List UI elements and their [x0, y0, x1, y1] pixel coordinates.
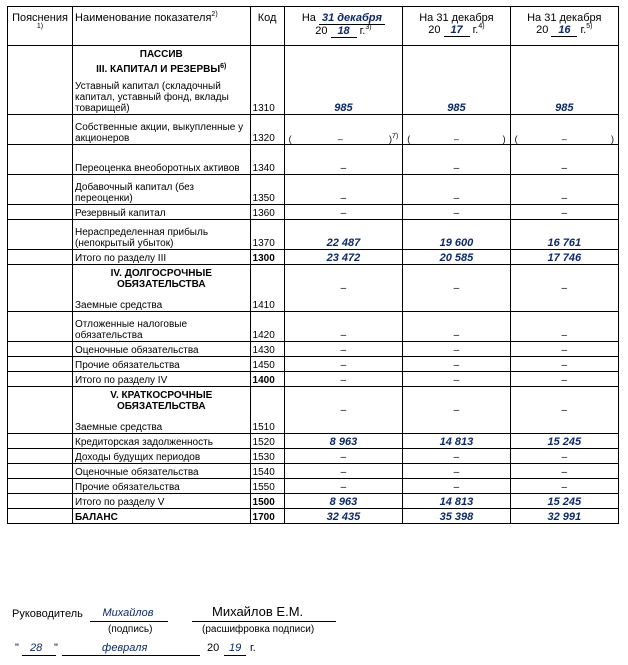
row-code: 1420	[250, 312, 284, 342]
row-code: 1310	[250, 46, 284, 115]
row-name: Резервный капитал	[73, 205, 251, 220]
paren-open: (	[407, 134, 411, 144]
row-name: Итого по разделу III	[73, 250, 251, 265]
paren-open: (	[288, 134, 292, 144]
header-name-sup: 2)	[211, 11, 218, 18]
notes-cell	[8, 372, 73, 387]
section3-title-text: III. КАПИТАЛ И РЕЗЕРВЫ	[96, 64, 221, 75]
value-2017: –	[403, 175, 510, 205]
section3-title	[75, 64, 248, 75]
row-name: Добавочный капитал (без переоценки)	[73, 175, 251, 205]
row-code: 1520	[250, 434, 284, 449]
table-row	[8, 464, 619, 479]
value-2018: –	[284, 312, 403, 342]
value-2016: –	[510, 387, 618, 434]
notes-cell	[8, 449, 73, 464]
row-code: 1450	[250, 357, 284, 372]
row-name: Отложенные налоговые обязательства	[73, 312, 251, 342]
value-2016: –	[510, 145, 618, 175]
value-2017: 35 398	[403, 509, 510, 524]
value-2017: –	[403, 479, 510, 494]
row-name: Итого по разделу IV	[73, 372, 251, 387]
dash: –	[453, 134, 459, 144]
notes-cell	[8, 464, 73, 479]
value-2018: –	[284, 145, 403, 175]
header-col2-year-prefix: 20	[428, 24, 441, 36]
value-2016: 15 245	[510, 434, 618, 449]
value-2016: 985	[510, 46, 618, 115]
date-day: 28	[30, 642, 43, 654]
date-year: 19	[229, 642, 242, 654]
value-2018: 8 963	[284, 494, 403, 509]
balance-table	[7, 6, 619, 524]
value-2018: –	[284, 357, 403, 372]
value-2016: –	[510, 357, 618, 372]
table-row	[8, 250, 619, 265]
balance-sheet	[7, 6, 619, 524]
value-2018: –	[284, 342, 403, 357]
signature-sign-line	[90, 621, 168, 622]
table-row	[8, 115, 619, 145]
table-row	[8, 265, 619, 312]
header-col3-year-suffix: г.	[580, 24, 587, 36]
row-name: Оценочные обязательства	[73, 342, 251, 357]
table-row	[8, 479, 619, 494]
notes-cell	[8, 357, 73, 372]
table-row	[8, 357, 619, 372]
value-2018: –	[284, 265, 403, 312]
header-name-label: Наименование показателя	[75, 12, 212, 24]
header-code: Код	[250, 7, 284, 46]
value-2017: –	[403, 449, 510, 464]
value-2017: 20 585	[403, 250, 510, 265]
row-name: Переоценка внеоборотных активов	[73, 145, 251, 175]
table-row	[8, 434, 619, 449]
notes-cell	[8, 175, 73, 205]
value-2017: –	[403, 387, 510, 434]
table-row	[8, 220, 619, 250]
row-code: 1400	[250, 372, 284, 387]
value-2018: –	[284, 372, 403, 387]
paren-open: (	[514, 134, 518, 144]
row-name: Оценочные обязательства	[73, 464, 251, 479]
row-name: Кредиторская задолженность	[73, 434, 251, 449]
row-sup: 7)	[392, 133, 399, 140]
value-2017: –	[403, 145, 510, 175]
value-2016: 32 991	[510, 509, 618, 524]
notes-cell	[8, 250, 73, 265]
table-row	[8, 449, 619, 464]
value-2017: –	[403, 312, 510, 342]
value-2017: 14 813	[403, 434, 510, 449]
signature-name-value: Михайлов Е.М.	[212, 604, 304, 619]
value-2016: –	[510, 464, 618, 479]
row-code: 1540	[250, 464, 284, 479]
row-code: 1510	[250, 387, 284, 434]
row-code: 1550	[250, 479, 284, 494]
value-2017: –	[403, 265, 510, 312]
value-2018: 32 435	[284, 509, 403, 524]
date-month: февраля	[102, 642, 148, 654]
paren-close: )	[502, 134, 506, 144]
row-name: Итого по разделу V	[73, 494, 251, 509]
table-row	[8, 342, 619, 357]
value-2017: 19 600	[403, 220, 510, 250]
header-col2	[403, 7, 510, 46]
value-2016: –	[510, 449, 618, 464]
paren-close: )	[610, 134, 614, 144]
row-code: 1430	[250, 342, 284, 357]
header-col3-year: 16	[551, 24, 577, 37]
value-2017: –	[403, 357, 510, 372]
value-2017: –	[403, 205, 510, 220]
table-row	[8, 494, 619, 509]
header-col3	[510, 7, 618, 46]
header-col3-year-prefix: 20	[536, 24, 549, 36]
row-code: 1530	[250, 449, 284, 464]
header-col1-year-suffix: г.	[359, 25, 366, 37]
header-col1-sup: 3)	[365, 24, 372, 31]
value-2017: 985	[403, 46, 510, 115]
dash: –	[561, 134, 567, 144]
value-2017: 14 813	[403, 494, 510, 509]
value-2018: –	[284, 449, 403, 464]
notes-cell	[8, 312, 73, 342]
date-day-line	[22, 655, 56, 656]
value-2018: –	[284, 479, 403, 494]
value-2016: –	[510, 175, 618, 205]
value-2018: 23 472	[284, 250, 403, 265]
notes-cell	[8, 115, 73, 145]
notes-cell	[8, 494, 73, 509]
value-2018: –	[284, 387, 403, 434]
value-2017: –	[403, 342, 510, 357]
row-name	[73, 46, 251, 115]
notes-cell	[8, 265, 73, 312]
date-year-prefix: 20	[207, 642, 220, 654]
value-2017	[403, 115, 510, 145]
table-row	[8, 509, 619, 524]
value-2016: –	[510, 205, 618, 220]
header-notes	[8, 7, 73, 46]
table-row	[8, 205, 619, 220]
value-2016: –	[510, 479, 618, 494]
value-2018	[284, 115, 403, 145]
header-col1-prefix: На	[301, 12, 316, 24]
row-name-text: Заемные средства	[75, 300, 163, 311]
row-code: 1300	[250, 250, 284, 265]
table-row	[8, 312, 619, 342]
notes-cell	[8, 509, 73, 524]
date-month-line	[62, 655, 200, 656]
notes-cell	[8, 434, 73, 449]
value-2018: –	[284, 175, 403, 205]
value-2016: –	[510, 372, 618, 387]
row-name: Доходы будущих периодов	[73, 449, 251, 464]
value-2016: –	[510, 312, 618, 342]
date-year-line	[224, 655, 246, 656]
header-col2-year: 17	[444, 24, 470, 37]
value-2018: 8 963	[284, 434, 403, 449]
value-2016: 16 761	[510, 220, 618, 250]
header-col1-date: 31 декабря	[319, 12, 385, 25]
value-2018: –	[284, 205, 403, 220]
value-2016	[510, 115, 618, 145]
signature-name-caption: (расшифровка подписи)	[202, 624, 315, 635]
table-row	[8, 387, 619, 434]
value-2018: –	[284, 464, 403, 479]
value-2016: –	[510, 342, 618, 357]
row-code: 1340	[250, 145, 284, 175]
header-notes-label: Пояснения	[12, 12, 68, 24]
date-year-suffix: г.	[250, 642, 256, 654]
table-row	[8, 46, 619, 115]
value-2017: –	[403, 464, 510, 479]
header-col1-year-prefix: 20	[315, 25, 328, 37]
row-name: Нераспределенная прибыль (непокрытый убыток)	[73, 220, 251, 250]
header-notes-sup: 1)	[36, 23, 44, 30]
header-col3-sup: 5)	[586, 23, 593, 30]
signature-sign-value: Михайлов	[102, 607, 154, 619]
signature-role: Руководитель	[12, 608, 83, 620]
notes-cell	[8, 205, 73, 220]
table-header-row	[8, 7, 619, 46]
dash: –	[337, 134, 343, 144]
paren-close: )	[389, 134, 393, 144]
row-code: 1320	[250, 115, 284, 145]
notes-cell	[8, 479, 73, 494]
header-col3-label: На 31 декабря	[527, 12, 602, 24]
signature-sign-caption: (подпись)	[108, 624, 153, 635]
value-2018: 985	[284, 46, 403, 115]
table-row	[8, 175, 619, 205]
row-code: 1360	[250, 205, 284, 220]
header-col1	[284, 7, 403, 46]
notes-cell	[8, 387, 73, 434]
row-name: Прочие обязательства	[73, 357, 251, 372]
row-name	[73, 387, 251, 434]
value-2016: 15 245	[510, 494, 618, 509]
table-row	[8, 145, 619, 175]
notes-cell	[8, 342, 73, 357]
row-code: 1370	[250, 220, 284, 250]
header-name	[73, 7, 251, 46]
header-col2-sup: 4)	[478, 23, 485, 30]
header-col2-label: На 31 декабря	[419, 12, 494, 24]
row-code: 1350	[250, 175, 284, 205]
section5-title: V. КРАТКОСРОЧНЫЕ ОБЯЗАТЕЛЬСТВА	[110, 390, 213, 412]
value-2016: 17 746	[510, 250, 618, 265]
signature-name-line	[192, 621, 336, 622]
value-2017: –	[403, 372, 510, 387]
date-quote-open: "	[15, 642, 19, 654]
section3-sup: 6)	[220, 63, 227, 70]
section4-title: IV. ДОЛГОСРОЧНЫЕ ОБЯЗАТЕЛЬСТВА	[110, 268, 212, 290]
row-name-text: Уставный капитал (складочный капитал, уставный фонд, вклады товарищей)	[75, 81, 229, 114]
row-code: 1500	[250, 494, 284, 509]
value-2018: 22 487	[284, 220, 403, 250]
value-2016: –	[510, 265, 618, 312]
row-name: БАЛАНС	[73, 509, 251, 524]
row-name: Собственные акции, выкупленные у акционеров	[73, 115, 251, 145]
table-row	[8, 372, 619, 387]
notes-cell	[8, 145, 73, 175]
row-code: 1700	[250, 509, 284, 524]
date-quote-close: "	[54, 642, 58, 654]
row-name: Прочие обязательства	[73, 479, 251, 494]
row-name-text: Заемные средства	[75, 422, 163, 433]
notes-cell	[8, 220, 73, 250]
header-col2-year-suffix: г.	[472, 24, 479, 36]
notes-cell	[8, 46, 73, 115]
row-code: 1410	[250, 265, 284, 312]
row-name	[73, 265, 251, 312]
section-passiv-title: ПАССИВ	[139, 49, 183, 60]
header-col1-year: 18	[331, 25, 357, 38]
